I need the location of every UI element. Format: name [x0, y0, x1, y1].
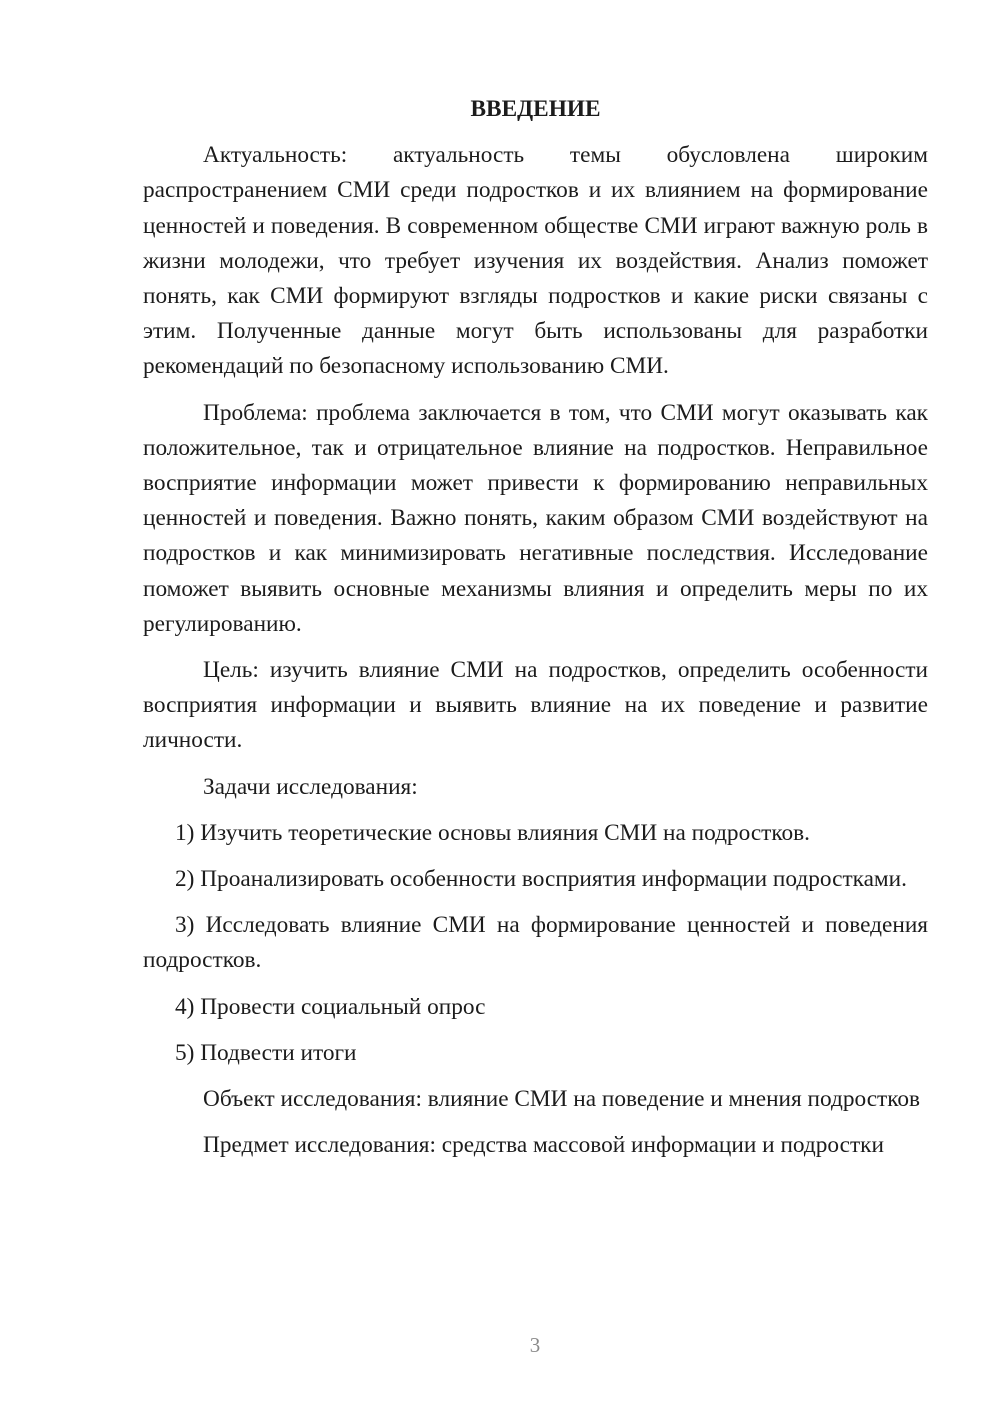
section-title: ВВЕДЕНИЕ [470, 96, 601, 122]
problem-paragraph: Проблема: проблема заключается в том, что СМИ могут оказывать как положительное, так и отрицательное влияние на подростков. Неправильное восприятие информации может привести к формированию неправильных ценностей и поведения. Важно понять, каким образом СМИ воздействуют на подростков и как минимизировать негативные последствия. Исследование поможет выявить основные механизмы влияния и определить меры по их регулированию. [143, 399, 928, 637]
research-object-paragraph: Объект исследования: влияние СМИ на поведение и мнения подростков [203, 1086, 921, 1113]
research-subject-paragraph: Предмет исследования: средства массовой информации и подростки [203, 1132, 884, 1159]
page-number: 3 [529, 1333, 541, 1357]
task-item: 4) Провести социальный опрос [175, 993, 486, 1020]
task-item: 5) Подвести итоги [175, 1039, 357, 1066]
task-item: 2) Проанализировать особенности восприятия информации подростками. [175, 866, 907, 893]
page-content [143, 92, 928, 1174]
relevance-paragraph: Актуальность: актуальность темы обусловлена широким распространением СМИ среди подростков и их влиянием на формирование ценностей и поведения. В современном обществе СМИ играют важную роль в жизни молодежи, что требует изучения их воздействия. Анализ поможет понять, как СМИ формируют взгляды подростков и какие риски связаны с этим. Полученные данные могут быть использованы для разработки рекомендаций по безопасному использованию СМИ. [143, 142, 928, 380]
task-item: 3) Исследовать влияние СМИ на формирование ценностей и поведения подростков. [143, 912, 928, 974]
tasks-heading: Задачи исследования: [203, 773, 418, 800]
task-item: 1) Изучить теоретические основы влияния СМИ на подростков. [175, 819, 810, 846]
goal-paragraph: Цель: изучить влияние СМИ на подростков, определить особенности восприятия информации и выявить влияние на их поведение и развитие личности. [143, 657, 928, 754]
